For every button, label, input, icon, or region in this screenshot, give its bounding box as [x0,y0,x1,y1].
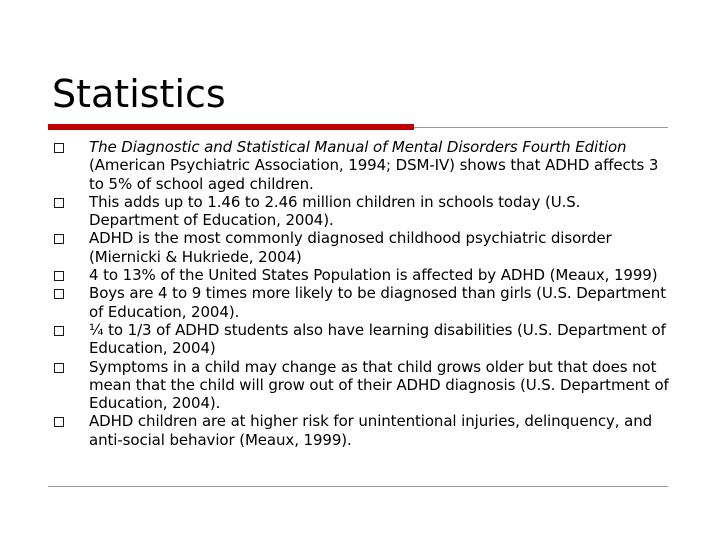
hollow-square-bullet-icon [54,289,64,299]
bullet-item-million-children [54,193,674,230]
bullet-italic-title: The Diagnostic and Statistical Manual of Mental Disorders Fourth Edition [89,138,627,156]
hollow-square-bullet-icon [54,363,64,373]
bullet-item-higher-risk [54,412,674,449]
bullet-text: ADHD children are at higher risk for unintentional injuries, delinquency, and anti-social behavior (Meaux, 1999). [89,412,653,449]
bullet-text: Boys are 4 to 9 times more likely to be diagnosed than girls (U.S. Department of Education, 2004). [89,284,666,321]
hollow-square-bullet-icon [54,143,64,153]
bullet-text: This adds up to 1.46 to 2.46 million children in schools today (U.S. Department of Education, 2004). [89,192,581,230]
bullet-text: ¼ to 1/3 of ADHD students also have learning disabilities (U.S. Department of Education, 2004) [89,320,666,358]
title-underline-accent [48,124,414,130]
bullet-text: 4 to 13% of the United States Population is affected by ADHD (Meaux, 1999) [89,266,658,285]
bullet-item-population [54,266,674,284]
footer-rule [48,486,668,487]
bullet-item-learning-disabilities [54,321,674,358]
bullet-text [89,138,658,193]
bullet-text: ADHD is the most commonly diagnosed childhood psychiatric disorder (Miernicki & Hukriede, 2004) [89,229,612,266]
hollow-square-bullet-icon [54,326,64,336]
bullet-list [54,138,674,449]
bullet-item-boys-girls [54,284,674,321]
bullet-text-rest: (American Psychiatric Association, 1994; DSM-IV) shows that ADHD affects 3 to 5% of school aged children. [89,156,659,193]
hollow-square-bullet-icon [54,417,64,427]
bullet-text: Symptoms in a child may change as that child grows older but that does not mean that the child will grow out of their ADHD diagnosis (U.S. Department of Education, 2004). [89,357,669,413]
title-underline-rule [414,127,668,128]
slide-title: Statistics [52,72,226,116]
bullet-item-most-common [54,229,674,266]
bullet-item-dsm [54,138,674,193]
hollow-square-bullet-icon [54,234,64,244]
bullet-item-symptoms-change [54,358,674,413]
hollow-square-bullet-icon [54,271,64,281]
title-underline [48,124,668,130]
hollow-square-bullet-icon [54,198,64,208]
